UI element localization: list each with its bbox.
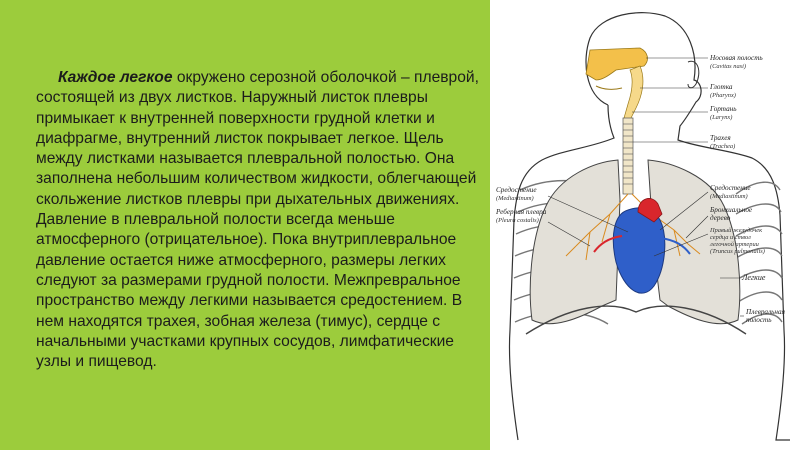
- label-bronchial-tree-2: дерево: [710, 214, 731, 222]
- label-right-ventricle-3: легочной артерии: [710, 241, 759, 248]
- lead-phrase: Каждое легкое: [58, 69, 173, 86]
- label-trachea: Трахея: [710, 134, 731, 142]
- trachea-rings: [623, 118, 633, 194]
- label-pharynx-latin: (Pharynx): [710, 92, 736, 99]
- body-paragraph: окружено серозной оболочкой – плеврой, состоящей из двух листков. Наружный листок плевры примыкает к внутренней поверхности грудной клетки и диафрагме, внутренний листок покрывает легкое. Щель между листками называется плевральной полостью. Она заполнена небольшим количеством жидкости, облегчающей скольжение листков плевры при дыхательных движениях. Давление в плевральной полости всегда меньше атмосферного (отрицательное). Пока внутриплевральное давление остается ниже атмосферного, размеры легких следуют за размерами грудной полости. Межпревральное пространство между легкими называется средостением. В нем находятся трахея, зобная железа (тимус), сердце с начальными участками крупных сосудов, лимфатические узлы и пищевод.: [36, 69, 479, 371]
- respiratory-system-figure: [490, 0, 800, 450]
- label-nasal-cavity-latin: (Cavitas nasi): [710, 63, 747, 70]
- label-mediastinum-left-latin: (Mediastinum): [496, 195, 534, 202]
- label-costal-pleura-latin: (Pleura costalis): [496, 217, 539, 224]
- label-mediastinum-right-latin: (Mediastinum): [710, 193, 748, 200]
- label-pleural-cavity: Плевральная: [746, 308, 785, 316]
- label-nasal-cavity: Носовая полость: [710, 54, 763, 62]
- label-right-ventricle-latin: (Truncus pulmonalis): [710, 248, 765, 255]
- label-larynx: Гортань: [710, 105, 737, 113]
- label-larynx-latin: (Larynx): [710, 114, 733, 121]
- label-right-ventricle-2: сердца и ствол: [710, 234, 751, 241]
- ear-shape: [688, 61, 699, 87]
- label-pharynx: Глотка: [710, 83, 733, 91]
- label-bronchial-tree: Бронхиальное: [710, 206, 753, 214]
- mouth-shape: [596, 86, 622, 89]
- label-trachea-latin: (Trachea): [710, 143, 736, 150]
- label-right-ventricle: Правый желудочек: [710, 227, 763, 234]
- label-costal-pleura: Реберная плевра: [496, 208, 547, 216]
- label-pleural-cavity-2: полость: [746, 316, 772, 324]
- heart-shape: [613, 208, 665, 293]
- slide-body-text: [36, 68, 488, 372]
- label-mediastinum-left: Средостение: [496, 186, 537, 194]
- label-lungs: Легкие: [742, 273, 766, 282]
- anatomy-illustration: [490, 0, 800, 450]
- label-mediastinum-right: Средостение: [710, 184, 751, 192]
